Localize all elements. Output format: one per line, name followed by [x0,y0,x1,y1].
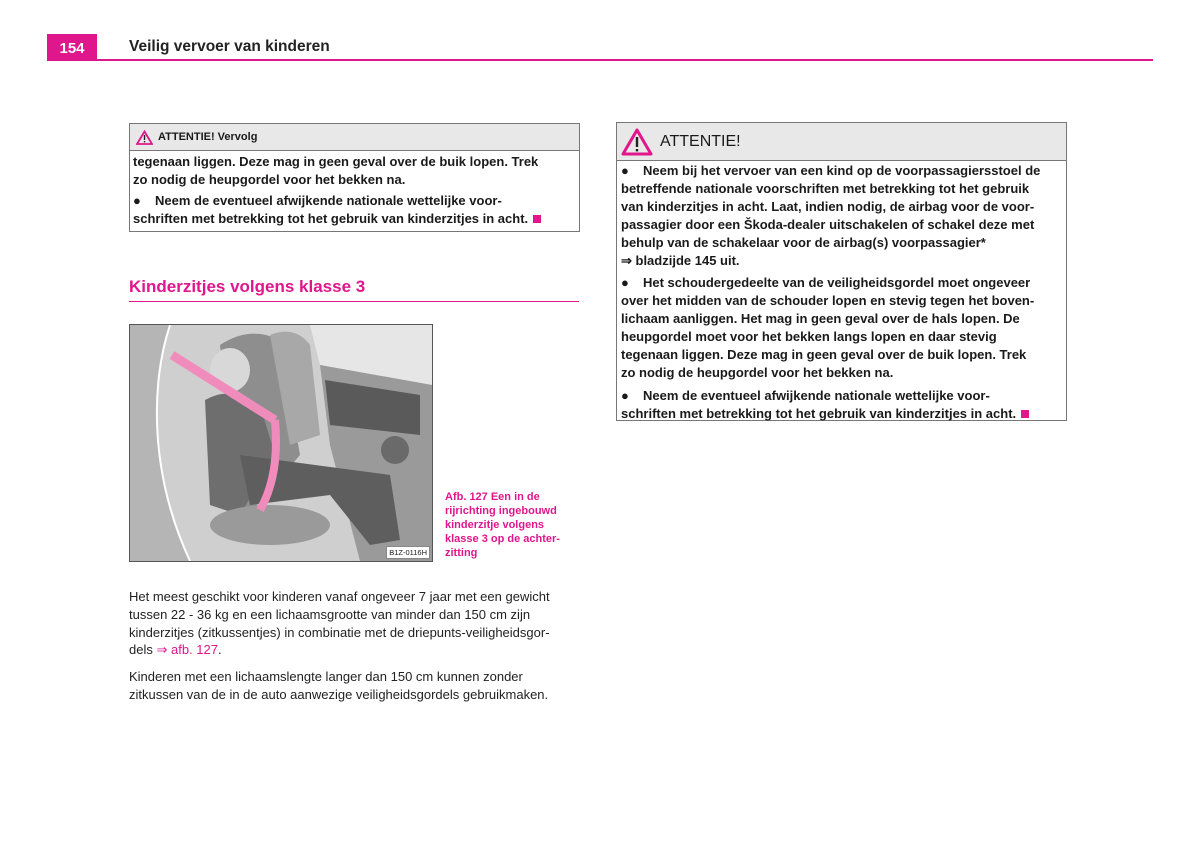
text-line: Neem bij het vervoer van een kind op de voorpassagiersstoel de [643,163,1041,178]
text-line: zo nodig de heupgordel voor het bekken na. [133,171,406,187]
caption-line: klasse 3 op de achter- [445,533,560,545]
warning-box [616,122,1067,421]
bullet-icon: ● [621,275,629,291]
page-number: 154 [47,34,97,61]
text-line: zo nodig de heupgordel voor het bekken na. [621,364,894,380]
text-line: over het midden van de schouder lopen en stevig tegen het boven- [621,293,1035,309]
text-line: Neem de eventueel afwijkende nationale wettelijke voor- [643,387,990,403]
warning-title: ATTENTIE! [660,132,741,150]
text-line: Het schoudergedeelte van de veiligheidsgordel moet ongeveer [643,275,1031,291]
warning-continued-box [129,123,580,232]
figure-child-seat-illustration [129,324,433,562]
page-reference-link[interactable]: ⇒ bladzijde 145 uit. [621,252,740,268]
text-line: zitkussen van de in de auto aanwezige veiligheidsgordels gebruikmaken. [129,686,549,702]
caption-line: rijrichting ingebouwd [445,505,557,517]
text-line: tegenaan liggen. Deze mag in geen geval over de buik lopen. Trek [621,347,1027,363]
text-line: passagier door een Škoda-dealer uitschakelen of schakel deze met [621,216,1035,232]
text-line: kinderzitjes (zitkussentjes) in combinatie met de driepunts-veiligheidsgor- [129,624,550,640]
figure-caption [445,490,560,560]
text-line: Het meest geschikt voor kinderen vanaf ongeveer 7 jaar met een gewicht [129,589,550,604]
text-line: Neem de eventueel afwijkende nationale wettelijke voor- [155,192,502,208]
text-line: schriften met betrekking tot het gebruik van kinderzitjes in acht. [621,405,1017,421]
chapter-title: Veilig vervoer van kinderen [129,38,330,55]
body-paragraph-2 [129,668,548,704]
bullet-icon: ● [621,387,629,403]
text-line: betreffende nationale voorschriften met betrekking tot het gebruik [621,180,1030,196]
caption-line: kinderzitje volgens [445,519,545,531]
warning-continued-title: ATTENTIE! Vervolg [158,131,258,143]
text-line: tegenaan liggen. Deze mag in geen geval over de buik lopen. Trek [133,154,539,169]
text-line: lichaam aanliggen. Het mag in geen geval over de hals lopen. De [621,311,1020,327]
caption-line: Afb. 127 Een in de [445,491,540,503]
warning-triangle-icon [136,130,153,145]
text-line: schriften met betrekking tot het gebruik van kinderzitjes in acht. [133,210,529,226]
figure-code: B1Z-0116H [386,546,430,559]
section-heading: Kinderzitjes volgens klasse 3 [129,277,579,302]
car-rear-seat-illustration [130,325,432,561]
text-line: van kinderzitjes in acht. Laat, indien nodig, de airbag voor de voor- [621,198,1035,214]
text-line: behulp van de schakelaar voor de airbag(s) voorpassagier* [621,234,986,250]
bullet-icon: ● [621,163,629,178]
text-line: . [217,642,222,658]
header-rule [47,59,1153,61]
figure-link[interactable]: ⇒ afb. 127 [156,642,218,658]
text-line: dels [129,642,157,658]
bullet-icon: ● [133,192,141,208]
text-line: tussen 22 - 36 kg en een lichaamsgrootte van minder dan 150 cm zijn [129,606,531,622]
caption-line: zitting [445,547,478,559]
warning-triangle-icon [621,128,653,156]
text-line: Kinderen met een lichaamslengte langer dan 150 cm kunnen zonder [129,669,523,684]
end-marker-icon [533,215,541,223]
body-paragraph-1 [129,588,550,659]
end-marker-icon [1021,410,1029,418]
text-line: heupgordel moet voor het bekken langs lopen en daar stevig [621,329,997,345]
